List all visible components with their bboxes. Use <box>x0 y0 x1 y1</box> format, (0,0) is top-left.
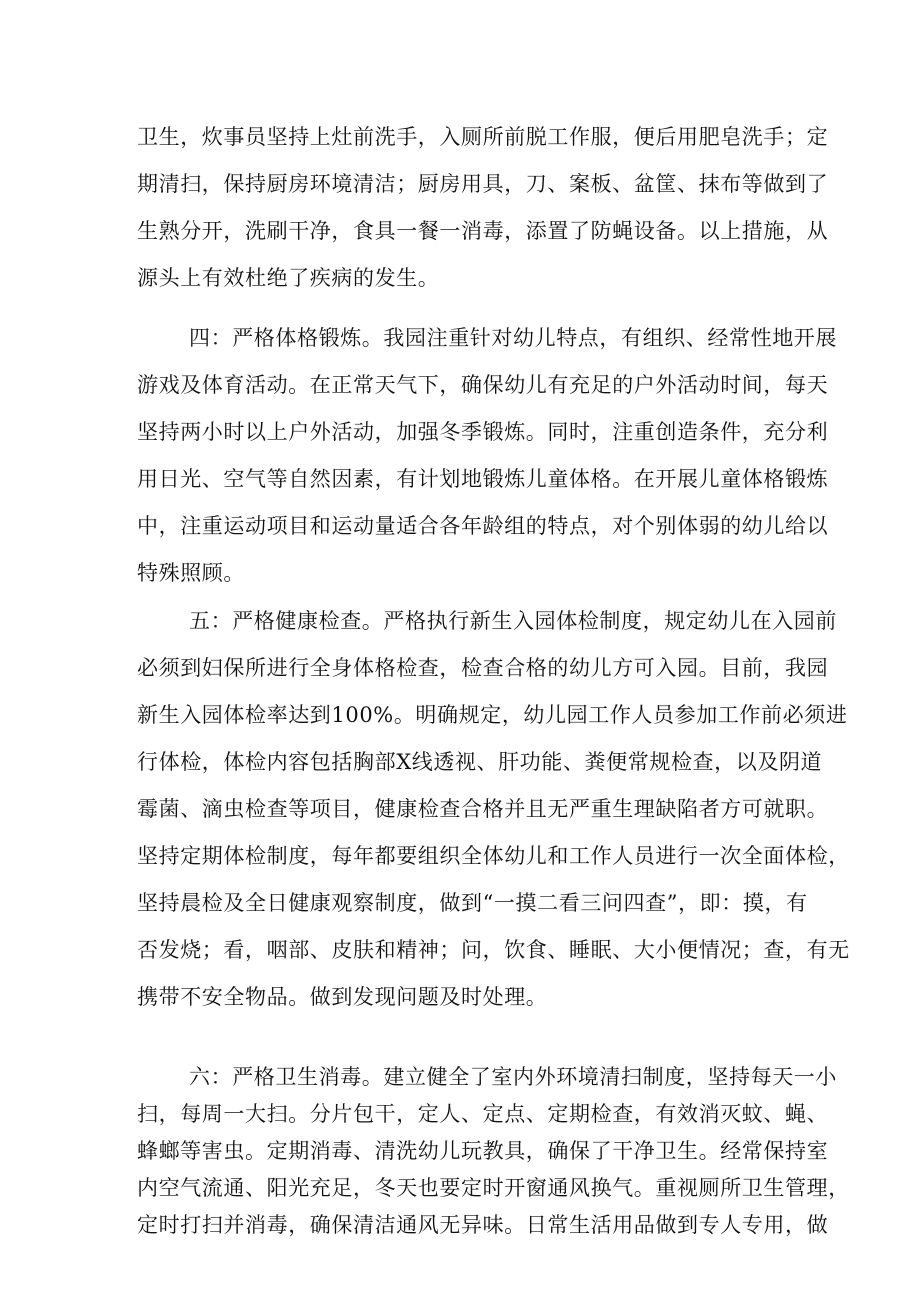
text-line: 用日光、空气等自然因素，有计划地锻炼儿童体格。在开展儿童体格锻炼 <box>137 467 829 491</box>
text-line: 六：严格卫生消毒。建立健全了室内外环境清扫制度，坚持每天一小 <box>189 1065 837 1089</box>
paragraph-physical-training <box>137 315 837 597</box>
text-line: 扫，每周一大扫。分片包干，定人、定点、定期检查，有效消灭蚊、蝇、 <box>137 1102 829 1126</box>
text-line: 源头上有效杜绝了疾病的发生。 <box>137 266 440 290</box>
text-line: 生熟分开，洗刷干净，食具一餐一消毒，添置了防蝇设备。以上措施，从 <box>137 219 829 243</box>
text-line: 携带不安全物品。做到发现问题及时处理。 <box>137 985 548 1009</box>
text-line: 否发烧；看，咽部、皮肤和精神；问，饮食、睡眠、大小便情况；查，有无 <box>137 938 850 962</box>
text-line: 定时打扫并消毒，确保清洁通风无异味。日常生活用品做到专人专用，做 <box>137 1213 829 1237</box>
text-line: 五：严格健康检查。严格执行新生入园体检制度，规定幼儿在入园前 <box>189 609 837 633</box>
paragraph-health-check <box>137 598 850 1021</box>
text-line: 坚持定期体检制度，每年都要组织全体幼儿和工作人员进行一次全面体检， <box>137 844 850 868</box>
text-line: 霉菌、滴虫检查等项目，健康检查合格并且无严重生理缺陷者方可就职。 <box>137 797 829 821</box>
text-line: 内空气流通、阳光充足，冬天也要定时开窗通风换气。重视厕所卫生管理， <box>137 1176 850 1200</box>
text-line: 必须到妇保所进行全身体格检查，检查合格的幼儿方可入园。目前，我园 <box>137 656 829 680</box>
text-line: 坚持两小时以上户外活动，加强冬季锻炼。同时，注重创造条件，充分利 <box>137 420 829 444</box>
text-line: 行体检，体检内容包括胸部X线透视、肝功能、粪便常规检查，以及阴道 <box>137 750 823 774</box>
text-line: 蜂螂等害虫。定期消毒、清洗幼儿玩教具，确保了干净卫生。经常保持室 <box>137 1139 829 1163</box>
text-line: 中，注重运动项目和运动量适合各年龄组的特点，对个别体弱的幼儿给以 <box>137 514 829 538</box>
paragraph-kitchen-hygiene <box>137 114 829 302</box>
text-line: 特殊照顾。 <box>137 561 245 585</box>
text-line: 卫生，炊事员坚持上灶前洗手，入厕所前脱工作服，便后用肥皂洗手；定 <box>137 125 829 149</box>
paragraph-disinfection <box>137 1059 850 1244</box>
text-line: 四：严格体格锻炼。我园注重针对幼儿特点，有组织、经常性地开展 <box>189 326 837 350</box>
text-line: 坚持晨检及全日健康观察制度，做到“一摸二看三问四查”，即：摸，有 <box>137 891 808 915</box>
text-line: 期清扫，保持厨房环境清洁；厨房用具，刀、案板、盆筐、抹布等做到了 <box>137 172 829 196</box>
text-line: 游戏及体育活动。在正常天气下，确保幼儿有充足的户外活动时间，每天 <box>137 373 829 397</box>
text-line: 新生入园体检率达到100%。明确规定，幼儿园工作人员参加工作前必须进 <box>137 703 848 727</box>
